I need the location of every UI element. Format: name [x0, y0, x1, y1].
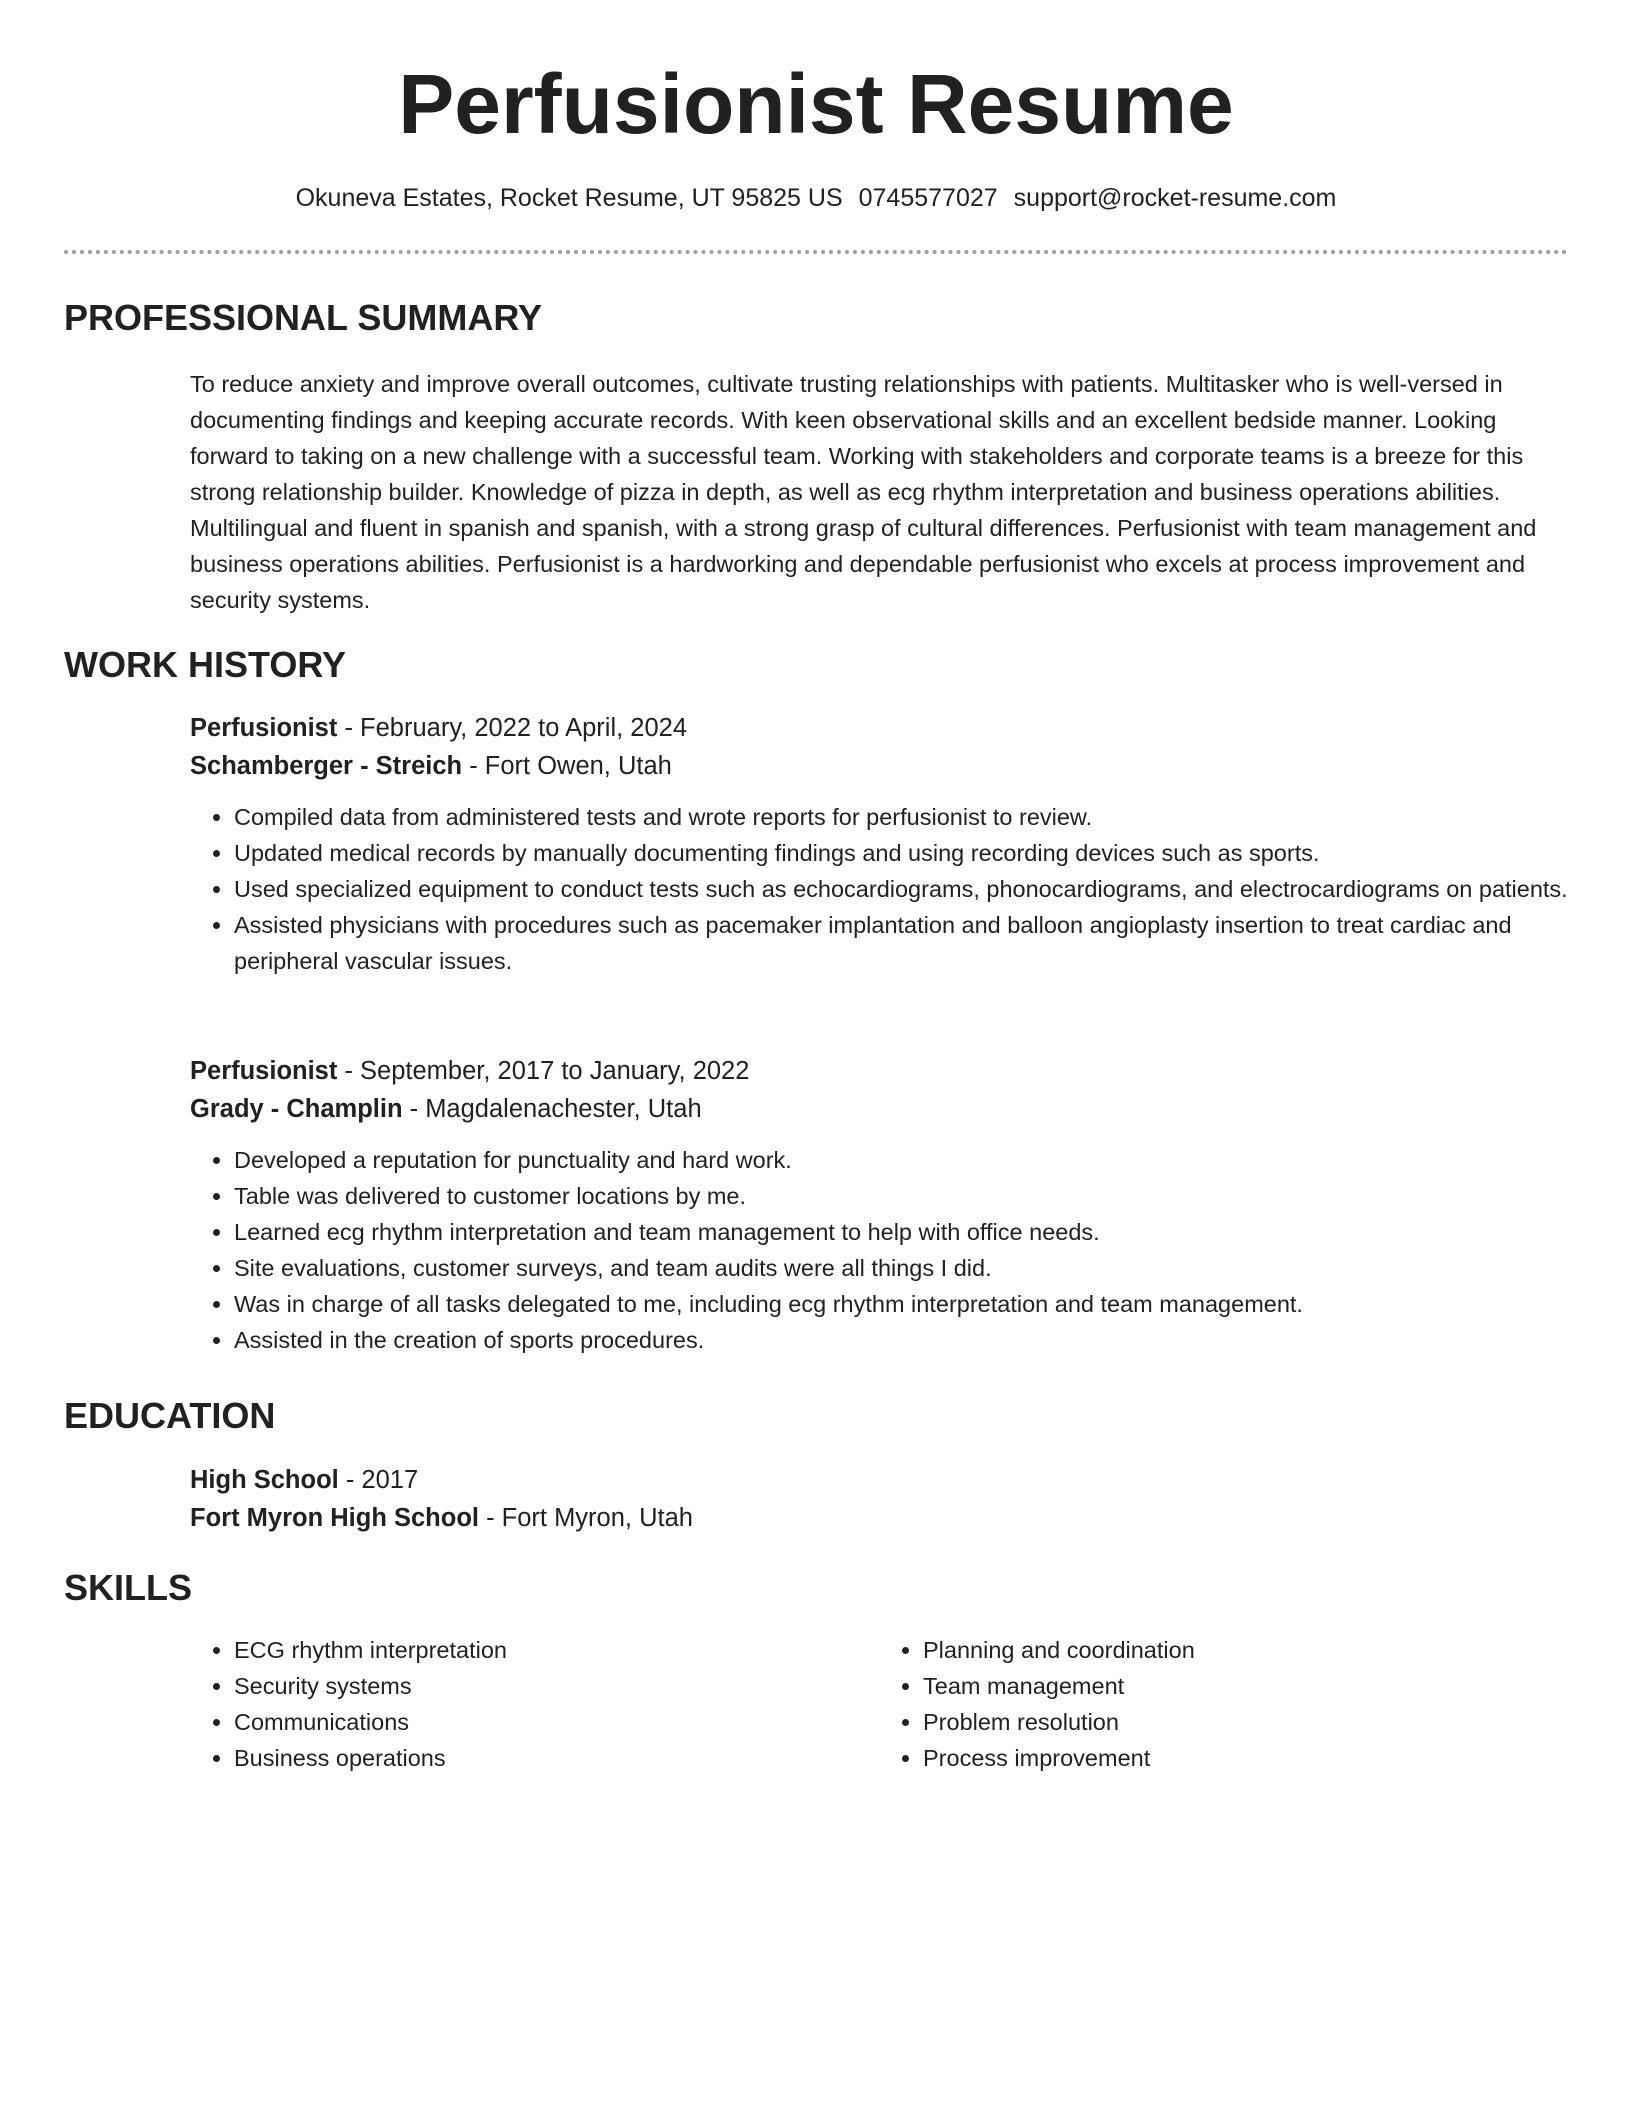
education-degree-line: [190, 1461, 1568, 1499]
list-item: • Site evaluations, customer surveys, and team audits were all things I did.: [234, 1250, 1568, 1286]
work-history-heading: WORK HISTORY: [64, 644, 347, 685]
list-item: • Communications: [234, 1704, 879, 1740]
list-item: • Compiled data from administered tests and wrote reports for perfusionist to review.: [234, 799, 1568, 835]
list-item: • Process improvement: [923, 1740, 1568, 1776]
skills-list-right: [879, 1632, 1568, 1776]
job-title-line: [190, 1052, 1568, 1090]
job-dates: - February, 2022 to April, 2024: [337, 714, 688, 742]
contact-email: support@rocket-resume.com: [1013, 184, 1337, 212]
list-item: • Assisted physicians with procedures such as pacemaker implantation and balloon angioplasty insertion to treat cardiac and peripheral vascular issues.: [234, 907, 1568, 979]
education-location: - Fort Myron, Utah: [478, 1504, 693, 1532]
contact-address: Okuneva Estates, Rocket Resume, UT 95825 US: [295, 184, 843, 212]
list-item: • Was in charge of all tasks delegated to me, including ecg rhythm interpretation and team management.: [234, 1286, 1568, 1322]
skills-columns: [190, 1632, 1568, 1776]
list-item: • Developed a reputation for punctuality and hard work.: [234, 1142, 1568, 1178]
job-location: - Magdalenachester, Utah: [402, 1095, 702, 1123]
skills-heading: SKILLS: [64, 1567, 193, 1608]
contact-phone: 0745577027: [858, 184, 998, 212]
education-school-line: [190, 1499, 1568, 1537]
education-degree: High School: [190, 1466, 339, 1494]
job-bullet-list: [190, 799, 1568, 979]
list-item: • Assisted in the creation of sports procedures.: [234, 1322, 1568, 1358]
job-company: Grady - Champlin: [190, 1095, 403, 1123]
job-bullet-list: [190, 1142, 1568, 1358]
list-item: • Table was delivered to customer locations by me.: [234, 1178, 1568, 1214]
job-location: - Fort Owen, Utah: [462, 752, 672, 780]
skills-list-left: [190, 1632, 879, 1776]
list-item: • Used specialized equipment to conduct tests such as echocardiograms, phonocardiograms, and electrocardiograms on patients.: [234, 871, 1568, 907]
list-item: • Security systems: [234, 1668, 879, 1704]
education-heading: EDUCATION: [64, 1395, 276, 1436]
job-dates: - September, 2017 to January, 2022: [337, 1057, 750, 1085]
job-position: Perfusionist: [190, 714, 338, 742]
summary-heading: PROFESSIONAL SUMMARY: [64, 297, 543, 338]
list-item: • Planning and coordination: [923, 1632, 1568, 1668]
education-year: - 2017: [338, 1466, 419, 1494]
job-entry: [190, 709, 1568, 979]
education-entry: [190, 1461, 1568, 1537]
job-position: Perfusionist: [190, 1057, 338, 1085]
contact-line: [0, 180, 1632, 216]
job-company: Schamberger - Streich: [190, 752, 463, 780]
education-school: Fort Myron High School: [190, 1504, 479, 1532]
list-item: • Business operations: [234, 1740, 879, 1776]
list-item: • Problem resolution: [923, 1704, 1568, 1740]
header-divider: [64, 250, 1568, 254]
list-item: • Team management: [923, 1668, 1568, 1704]
job-entry: [190, 1052, 1568, 1358]
list-item: • ECG rhythm interpretation: [234, 1632, 879, 1668]
list-item: • Learned ecg rhythm interpretation and team management to help with office needs.: [234, 1214, 1568, 1250]
job-company-line: [190, 1090, 1568, 1128]
list-item: • Updated medical records by manually documenting findings and using recording devices such as sports.: [234, 835, 1568, 871]
job-company-line: [190, 747, 1568, 785]
resume-title: Perfusionist Resume: [398, 57, 1234, 151]
job-title-line: [190, 709, 1568, 747]
summary-text: To reduce anxiety and improve overall outcomes, cultivate trusting relationships with patients. Multitasker who is well-versed in documenting findings and keeping accurate records. With keen observational skills and an excellent bedside manner. Looking forward to taking on a new challenge with a successful team. Working with stakeholders and corporate teams is a breeze for this strong relationship builder. Knowledge of pizza in depth, as well as ecg rhythm interpretation and business operations abilities. Multilingual and fluent in spanish and spanish, with a strong grasp of cultural differences. Perfusionist with team management and business operations abilities. Perfusionist is a hardworking and dependable perfusionist who excels at process improvement and security systems.: [190, 371, 1537, 613]
